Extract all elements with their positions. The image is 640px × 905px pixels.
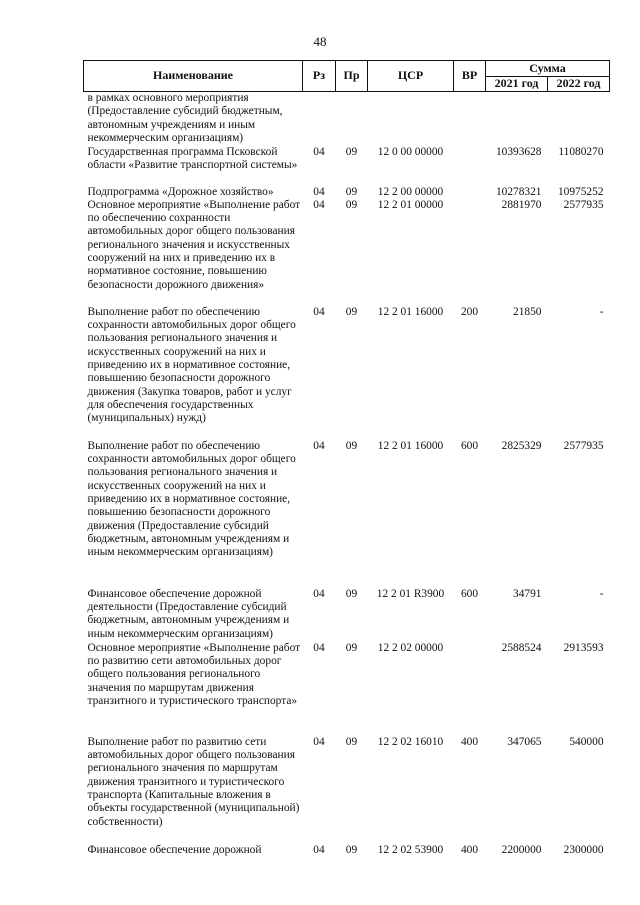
row-2021-cell — [486, 92, 548, 146]
row-rz-cell: 04 — [313, 198, 325, 211]
row-name-cell: Финансовое обеспечение дорожной деятельности (Предоставление субсидий бюджетным, автономным учреждениям и иным некоммерческим организациям) — [87, 587, 290, 640]
row-csr-cell: 12 2 02 53900 — [377, 843, 444, 856]
row-2021-cell: 34791 — [513, 587, 542, 600]
row-vr-cell: 600 — [460, 587, 479, 600]
row-csr-cell: 12 2 02 16010 — [377, 735, 444, 748]
row-name-cell: Основное мероприятие «Выполнение работ по развитию сети автомобильных дорог общего пользования регионального значения по маршрутам движения транзитного и туристического транспорта» — [87, 641, 301, 707]
table-row — [84, 440, 610, 588]
row-rz-cell: 04 — [313, 305, 325, 318]
row-2021-cell: 2825329 — [501, 439, 542, 452]
page-number: 48 — [313, 34, 327, 49]
row-pr-cell: 09 — [345, 587, 358, 600]
row-vr-cell — [454, 642, 486, 736]
row-2021-cell: 2588524 — [501, 641, 542, 654]
row-name-cell: Выполнение работ по обеспечению сохранности автомобильных дорог общего пользования регионального значения и искусственных сооружений на них и приведению их в нормативное состояние, повышению безопасности дорожного движения (Закупка товаров, работ и услуг для обеспечения государственных (муниципальных) нужд) — [87, 305, 296, 425]
header-rz: Рз — [303, 61, 336, 92]
row-vr-cell — [454, 186, 486, 199]
row-name-cell: Выполнение работ по обеспечению сохранности автомобильных дорог общего пользования регионального значения и искусственных сооружений на них и приведению их в нормативное состояние, повышению безопасности дорожного движения (Предоставление субсидий бюджетным, автономным учреждениям и иным некоммерческим организациям) — [87, 439, 296, 559]
row-2022-cell: 10975252 — [557, 185, 604, 198]
row-csr-cell: 12 2 02 00000 — [377, 641, 444, 654]
row-2021-cell: 10393628 — [495, 145, 542, 158]
row-rz-cell: 04 — [313, 641, 325, 654]
row-2022-cell — [548, 92, 610, 146]
row-name-cell: Выполнение работ по развитию сети автомобильных дорог общего пользования регионального значения по маршрутам движения транзитного и туристического транспорта (Капитальные вложения в объекты государственной (муниципальной) собственности) — [87, 735, 300, 828]
row-vr-cell: 400 — [460, 735, 479, 748]
row-pr-cell: 09 — [345, 641, 358, 654]
row-2022-cell: 2300000 — [563, 843, 604, 856]
row-2022-cell: 2577935 — [563, 439, 604, 452]
row-vr-cell: 600 — [460, 439, 479, 452]
table-row — [84, 186, 610, 199]
row-2022-cell: - — [599, 587, 604, 600]
row-rz-cell: 04 — [313, 843, 325, 856]
header-2022: 2022 год — [548, 77, 610, 92]
row-pr-cell: 09 — [345, 735, 358, 748]
row-name-cell: Подпрограмма «Дорожное хозяйство» — [87, 185, 274, 198]
header-vr: ВР — [454, 61, 486, 92]
header-pr: Пр — [336, 61, 368, 92]
row-csr-cell: 12 2 01 R3900 — [376, 587, 445, 600]
row-rz-cell: 04 — [313, 735, 325, 748]
header-sum: Сумма — [486, 61, 610, 77]
row-name-cell: Финансовое обеспечение дорожной — [87, 843, 262, 856]
table-row — [84, 199, 610, 306]
budget-table — [83, 60, 610, 858]
row-pr-cell: 09 — [345, 185, 358, 198]
header-csr: ЦСР — [368, 61, 454, 92]
row-csr-cell: 12 2 00 00000 — [377, 185, 444, 198]
table-row — [84, 146, 610, 186]
header-name: Наименование — [84, 61, 303, 92]
row-vr-cell — [454, 199, 486, 306]
row-2021-cell: 2881970 — [501, 198, 542, 211]
row-rz-cell: 04 — [313, 145, 325, 158]
row-2022-cell: 2577935 — [563, 198, 604, 211]
row-2022-cell: 11080270 — [558, 145, 604, 158]
row-vr-cell: 200 — [460, 305, 479, 318]
row-2021-cell: 10278321 — [495, 185, 542, 198]
row-vr-cell — [454, 92, 486, 146]
row-rz-cell: 04 — [313, 587, 325, 600]
row-csr-cell: 12 0 00 00000 — [377, 145, 444, 158]
row-pr-cell: 09 — [345, 843, 358, 856]
row-2022-cell: 2913593 — [563, 641, 604, 654]
table-row — [84, 92, 610, 146]
table-row — [84, 588, 610, 642]
row-csr-cell — [368, 92, 454, 146]
header-2021: 2021 год — [486, 77, 548, 92]
row-2021-cell: 21850 — [513, 305, 542, 318]
row-csr-cell: 12 2 01 16000 — [377, 439, 444, 452]
row-rz-cell — [303, 92, 336, 146]
row-csr-cell: 12 2 01 00000 — [377, 198, 444, 211]
row-name-cell: Основное мероприятие «Выполнение работ по обеспечению сохранности автомобильных дорог общего пользования регионального значения и искусственных сооружений на них и приведению их в нормативное состояние, повышению безопасности дорожного движения» — [87, 198, 301, 291]
row-rz-cell: 04 — [313, 439, 325, 452]
row-vr-cell — [454, 146, 486, 186]
row-pr-cell: 09 — [345, 305, 358, 318]
row-rz-cell: 04 — [313, 185, 325, 198]
table-row — [84, 306, 610, 440]
row-2022-cell: - — [599, 305, 604, 318]
table-body — [84, 92, 610, 858]
row-csr-cell: 12 2 01 16000 — [377, 305, 444, 318]
row-pr-cell: 09 — [345, 145, 358, 158]
table-header — [84, 61, 610, 92]
row-2021-cell: 347065 — [507, 735, 542, 748]
row-pr-cell: 09 — [345, 198, 358, 211]
row-pr-cell — [336, 92, 368, 146]
row-name-cell: Государственная программа Псковской области «Развитие транспортной системы» — [87, 145, 298, 171]
row-vr-cell: 400 — [460, 843, 479, 856]
row-2022-cell: 540000 — [569, 735, 604, 748]
table-row — [84, 844, 610, 858]
table-row — [84, 736, 610, 844]
row-pr-cell: 09 — [345, 439, 358, 452]
table-row — [84, 642, 610, 736]
row-name-cell: в рамках основного мероприятия (Предоставление субсидий бюджетным, автономным учреждениям и иным некоммерческим организациям) — [87, 92, 283, 144]
row-2021-cell: 2200000 — [501, 843, 542, 856]
